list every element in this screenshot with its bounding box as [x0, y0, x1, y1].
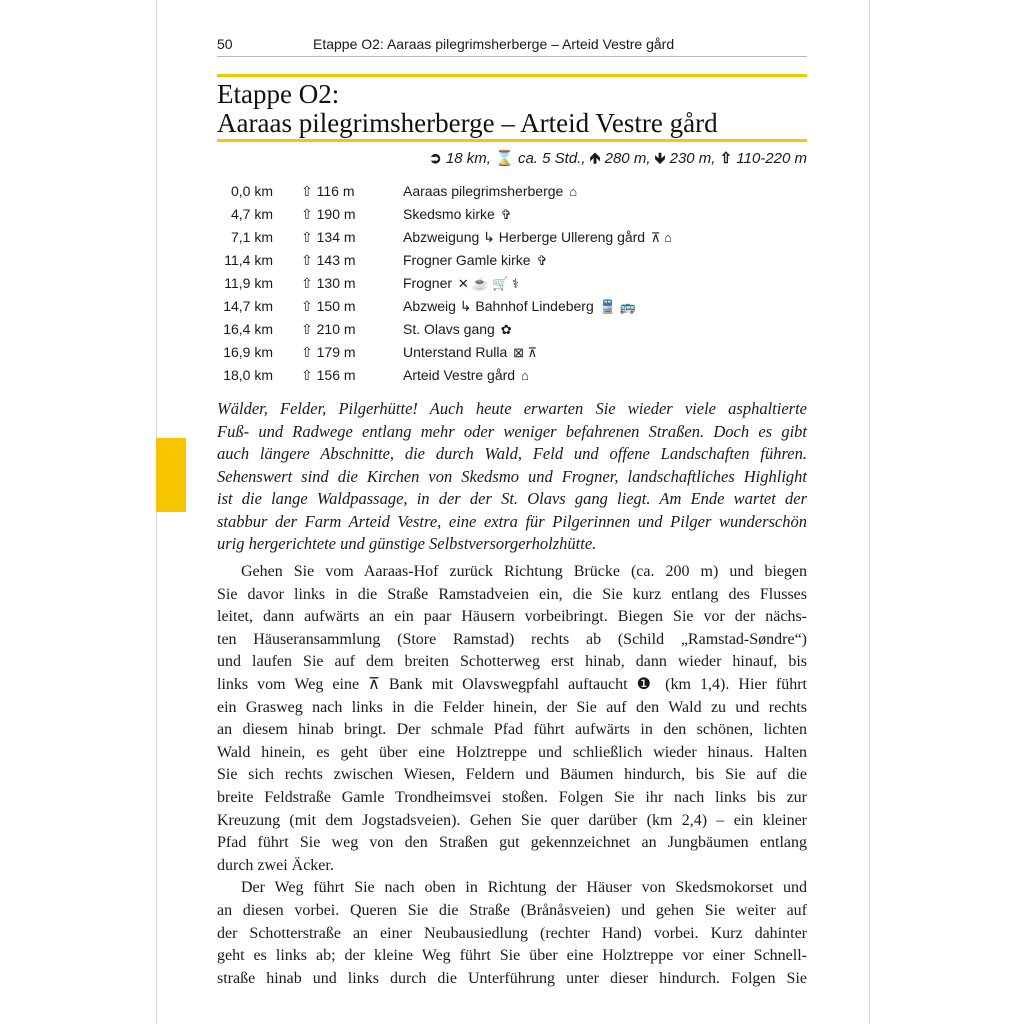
- station-name: [403, 272, 519, 295]
- train-bus-icon: 🚆 🚌: [599, 299, 636, 314]
- intro-line: stabbur der Farm Arteid Vestre, eine extra für Pilgerinnen und Pilger wunderschön: [217, 511, 807, 531]
- hut-icon: ⌂: [520, 368, 529, 383]
- station-row: [217, 272, 807, 295]
- body-line: an diesen vorbei. Queren Sie die Straße (Brånåsveien) und gehen Sie weiter auf: [217, 901, 807, 919]
- station-name: [403, 180, 577, 203]
- station-name-text: Frogner: [403, 275, 453, 291]
- body-line: Kreuzung (mit dem Jogstadsveien). Gehen Sie quer darüber (km 2,4) – ein kleiner: [217, 811, 807, 829]
- time-value: ca. 5 Std.,: [517, 150, 586, 167]
- intro-paragraph: [217, 398, 807, 556]
- station-table: [217, 180, 807, 387]
- station-altitude: ⇧ 179 m: [301, 344, 356, 360]
- body-line: ten Häuseransammlung (Store Ramstad) rechts ab (Schild „Ramstad-Søndre“): [217, 630, 807, 648]
- station-altitude: ⇧ 143 m: [301, 252, 356, 268]
- station-altitude: ⇧ 210 m: [301, 321, 356, 337]
- title-rule-bottom: [217, 139, 807, 142]
- body-line: Gehen Sie vom Aaraas-Hof zurück Richtung Brücke (ca. 200 m) und biegen: [241, 563, 807, 580]
- shelter-bench-icon: ⊠ ⊼: [513, 345, 538, 360]
- station-name-text: Frogner Gamle kirke: [403, 252, 531, 268]
- body-line: leitet, dann aufwärts an ein paar Häusern vorbeibringt. Biegen Sie vor der nächs-: [217, 608, 807, 626]
- station-name: [403, 249, 547, 272]
- body-line: und laufen Sie auf dem breiten Schotterweg erst hinab, dann wieder hinauf, bis: [217, 653, 807, 671]
- page-number: 50: [217, 36, 233, 52]
- rose-icon: ✿: [500, 322, 512, 337]
- station-name-text: Skedsmo kirke: [403, 206, 495, 222]
- body-line: Wald hinein, es geht über eine Holztreppe und schließlich wieder hinaus. Halten: [217, 743, 807, 761]
- station-km: 14,7 km: [223, 298, 273, 314]
- station-km: 0,0 km: [230, 183, 273, 199]
- altitude-icon: ⇧: [719, 150, 733, 167]
- station-name-text: Unterstand Rulla: [403, 344, 508, 360]
- station-km: 11,4 km: [224, 252, 273, 268]
- body-line: durch zwei Äcker.: [217, 856, 334, 874]
- station-name-text: Aaraas pilegrimsherberge: [403, 183, 564, 199]
- chapter-thumb-tab: [156, 438, 186, 512]
- intro-line: auch längere Abschnitte, die durch Wald, Feld und offene Landschaften führen.: [217, 444, 807, 463]
- altitude-range: 110-220 m: [736, 150, 807, 167]
- station-name: [403, 364, 529, 387]
- body-text: [217, 561, 807, 990]
- body-line: breite Feldstraße Gamle Trondheimsvei stoßen. Folgen Sie ihr nach links bis zur: [217, 788, 807, 806]
- station-km: 11,9 km: [224, 275, 273, 291]
- stage-summary: [217, 148, 807, 173]
- stage-title-line-2: Aaraas pilegrimsherberge – Arteid Vestre gård: [217, 108, 718, 138]
- stage-title: [217, 80, 807, 138]
- hourglass-icon: ⌛: [495, 150, 514, 167]
- station-altitude: ⇧ 156 m: [301, 367, 356, 383]
- ascent-value: 280 m,: [604, 150, 651, 167]
- body-line: der Schotterstraße an einer Neubausiedlung (rechter Hand) vorbei. Kurz dahinter: [217, 924, 807, 942]
- station-row: [217, 341, 807, 364]
- running-title: Etappe O2: Aaraas pilegrimsherberge – Arteid Vestre gård: [313, 36, 675, 52]
- body-line: Sie sich rechts zwischen Wiesen, Feldern und Bäumen hindurch, bis Sie auf die: [217, 766, 807, 784]
- body-line: ein Grasweg nach links in die Felder hinein, der Sie auf den Wald zu und rechts: [217, 698, 807, 716]
- intro-line: Wälder, Felder, Pilgerhütte! Auch heute erwarten Sie wieder viele asphaltierte: [217, 399, 807, 418]
- body-line: geht es links ab; der kleine Weg führt Sie über eine Holztreppe vor einer Schnell-: [217, 947, 807, 965]
- station-row: [217, 226, 807, 249]
- church-icon: ✞: [536, 253, 548, 268]
- intro-line: ist die lange Waldpassage, in der der St. Olavs gang liegt. Am Ende wartet der: [217, 489, 807, 508]
- hut-icon: ⌂: [569, 184, 578, 199]
- intro-line: Sehenswert sind die Kirchen von Skedsmo und Frogner, landschaftliches Highlight: [217, 466, 807, 486]
- station-name-text: Arteid Vestre gård: [403, 367, 516, 383]
- station-name: [403, 203, 512, 226]
- running-header: [217, 36, 807, 57]
- station-row: [217, 318, 807, 341]
- station-row: [217, 249, 807, 272]
- station-altitude: ⇧ 130 m: [301, 275, 356, 291]
- station-name: [403, 318, 512, 341]
- station-altitude: ⇧ 150 m: [301, 298, 356, 314]
- church-icon: ✞: [500, 207, 512, 222]
- body-line: Der Weg führt Sie nach oben in Richtung der Häuser von Skedsmokorset und: [241, 879, 807, 897]
- station-km: 16,9 km: [223, 344, 273, 360]
- station-row: [217, 364, 807, 387]
- station-name: [403, 295, 636, 318]
- station-name: [403, 226, 672, 249]
- station-row: [217, 203, 807, 226]
- bench-hut-icon: ⊼ ⌂: [650, 230, 672, 245]
- distance-icon: ➲: [429, 150, 442, 167]
- station-altitude: ⇧ 190 m: [301, 206, 356, 222]
- station-name-text: St. Olavs gang: [403, 321, 495, 337]
- distance-value: 18 km,: [445, 150, 491, 167]
- body-line: links vom Weg eine ⊼ Bank mit Olavswegpfahl auftaucht ❶ (km 1,4). Hier führt: [217, 675, 807, 693]
- station-name-text: Abzweig ↳ Bahnhof Lindeberg: [403, 298, 594, 314]
- intro-line: urig hergerichtete und günstige Selbstversorgerholzhütte.: [217, 534, 597, 553]
- station-km: 7,1 km: [230, 229, 273, 245]
- station-name: [403, 341, 537, 364]
- station-km: 18,0 km: [223, 367, 273, 383]
- title-rule-top: [217, 74, 807, 77]
- station-row: [217, 180, 807, 203]
- station-name-text: Abzweigung ↳ Herberge Ullereng gård: [403, 229, 646, 245]
- station-altitude: ⇧ 116 m: [301, 183, 355, 199]
- book-page: [156, 0, 870, 1024]
- body-line: straße hinab und links durch die Unterführung unter dieser hindurch. Folgen Sie: [217, 969, 807, 987]
- station-km: 4,7 km: [230, 206, 273, 222]
- arrow-up-icon: 🡹: [589, 150, 601, 167]
- stage-title-line-1: Etappe O2:: [217, 79, 340, 109]
- descent-value: 230 m,: [669, 150, 716, 167]
- amenities-icon: ✕ ☕ 🛒 ⚕: [457, 276, 520, 291]
- station-row: [217, 295, 807, 318]
- arrow-down-icon: 🡻: [654, 150, 666, 167]
- body-line: Sie davor links in die Straße Ramstadveien ein, die Sie kurz entlang des Flusses: [217, 585, 807, 603]
- station-km: 16,4 km: [223, 321, 273, 337]
- body-line: an diesem hinab bringt. Der schmale Pfad führt aufwärts in den schönen, lichten: [217, 721, 807, 739]
- intro-line: Fuß- und Radwege entlang mehr oder weniger befahrenen Straßen. Doch es gibt: [217, 421, 807, 441]
- body-line: Pfad führt Sie weg von den Straßen gut gekennzeichnet an Jungbäumen entlang: [217, 834, 807, 852]
- station-altitude: ⇧ 134 m: [301, 229, 356, 245]
